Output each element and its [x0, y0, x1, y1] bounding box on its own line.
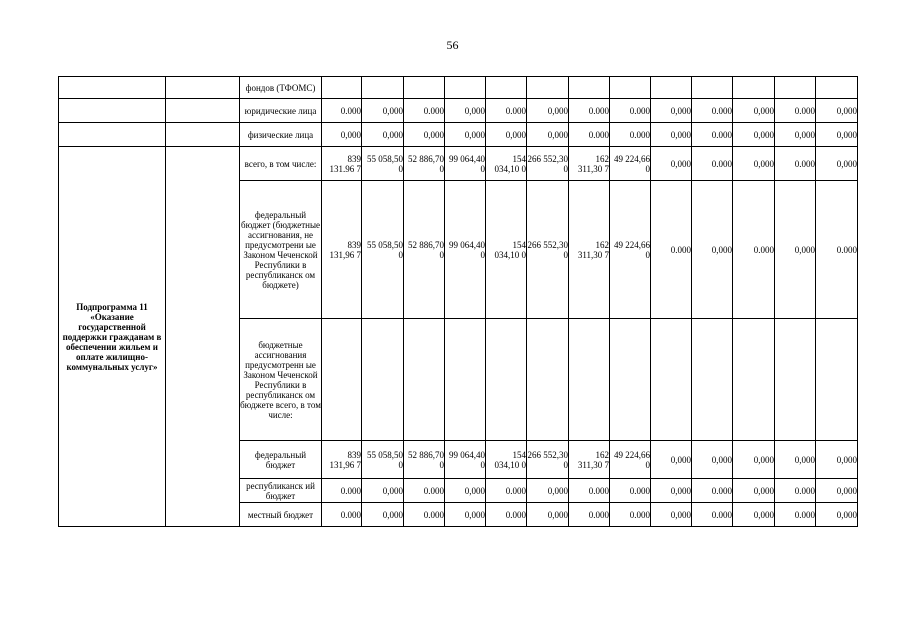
row-label: республиканск ий бюджет — [240, 479, 322, 503]
value-cell: 0,000 — [775, 123, 816, 147]
value-cell — [445, 77, 486, 99]
value-cell: 839 131,96 7 — [322, 181, 362, 319]
value-cell: 0,000 — [362, 503, 404, 527]
value-cell: 49 224,66 0 — [610, 441, 651, 479]
row-label: юридические лица — [240, 99, 322, 123]
value-cell: 0.000 — [404, 479, 445, 503]
value-cell: 99 064,40 0 — [445, 147, 486, 181]
value-cell: 0.000 — [569, 479, 610, 503]
value-cell: 0.000 — [692, 503, 733, 527]
value-cell: 0,000 — [322, 123, 362, 147]
value-cell: 266 552,30 0 — [527, 181, 569, 319]
value-cell — [404, 319, 445, 441]
value-cell: 0.000 — [733, 181, 775, 319]
value-cell: 0.000 — [569, 503, 610, 527]
value-cell — [362, 319, 404, 441]
value-cell — [651, 77, 692, 99]
value-cell: 0,000 — [651, 123, 692, 147]
value-cell: 0,000 — [445, 479, 486, 503]
value-cell: 0,000 — [527, 99, 569, 123]
value-cell — [527, 77, 569, 99]
empty-cell — [166, 99, 240, 123]
value-cell: 99 064,40 0 — [445, 441, 486, 479]
value-cell: 0.000 — [322, 503, 362, 527]
value-cell: 0,000 — [362, 123, 404, 147]
table-row — [59, 123, 858, 147]
row-label: федеральный бюджет — [240, 441, 322, 479]
row-label: физические лица — [240, 123, 322, 147]
empty-cell — [166, 77, 240, 99]
value-cell: 0,000 — [692, 441, 733, 479]
value-cell: 0.000 — [610, 503, 651, 527]
value-cell — [733, 319, 775, 441]
value-cell — [610, 77, 651, 99]
value-cell: 0,000 — [486, 123, 527, 147]
row-label: бюджетные ассигнования предусмотренн ые Законом Чеченской Республики в республиканск ом бюджете всего, в том числе: — [240, 319, 322, 441]
value-cell: 0,000 — [816, 99, 858, 123]
value-cell: 0,000 — [733, 441, 775, 479]
value-cell — [733, 77, 775, 99]
value-cell — [486, 319, 527, 441]
value-cell: 0,000 — [733, 123, 775, 147]
value-cell: 0.000 — [692, 123, 733, 147]
value-cell — [362, 77, 404, 99]
value-cell: 0,000 — [651, 503, 692, 527]
value-cell: 0.000 — [610, 99, 651, 123]
value-cell: 154 034,10 0 — [486, 441, 527, 479]
value-cell: 0.000 — [775, 99, 816, 123]
value-cell: 52 886,70 0 — [404, 441, 445, 479]
value-cell: 0,000 — [651, 479, 692, 503]
value-cell: 49 224,66 0 — [610, 181, 651, 319]
table-row — [59, 99, 858, 123]
value-cell: 0,000 — [651, 99, 692, 123]
subprogram-title: Подпрограмма 11 «Оказание государственной поддержки гражданам в обеспечении жильем и оплате жилищно-коммунальных услуг» — [59, 147, 166, 527]
value-cell: 0.000 — [404, 503, 445, 527]
value-cell: 55 058,50 0 — [362, 147, 404, 181]
value-cell: 0,000 — [816, 441, 858, 479]
value-cell: 0,000 — [445, 503, 486, 527]
value-cell — [486, 77, 527, 99]
value-cell: 0.000 — [651, 181, 692, 319]
value-cell: 266 552,30 0 — [527, 147, 569, 181]
row-label: всего, в том числе: — [240, 147, 322, 181]
value-cell: 0,000 — [527, 479, 569, 503]
value-cell — [651, 319, 692, 441]
value-cell: 0,000 — [651, 441, 692, 479]
value-cell: 0.000 — [816, 181, 858, 319]
value-cell: 55 058,50 0 — [362, 441, 404, 479]
empty-cell — [166, 123, 240, 147]
value-cell — [692, 77, 733, 99]
value-cell — [404, 77, 445, 99]
value-cell — [775, 77, 816, 99]
value-cell: 0.000 — [775, 503, 816, 527]
page-number: 56 — [446, 38, 459, 52]
value-cell — [569, 319, 610, 441]
value-cell: 0.000 — [692, 479, 733, 503]
value-cell: 0,000 — [775, 441, 816, 479]
value-cell: 0.000 — [486, 503, 527, 527]
value-cell: 0,000 — [445, 99, 486, 123]
value-cell: 0,000 — [733, 503, 775, 527]
value-cell: 0.000 — [322, 99, 362, 123]
budget-table — [58, 76, 858, 527]
value-cell: 0,000 — [816, 123, 858, 147]
value-cell: 52 886,70 0 — [404, 147, 445, 181]
value-cell: 0,000 — [816, 147, 858, 181]
value-cell: 0,000 — [651, 147, 692, 181]
empty-cell — [59, 99, 166, 123]
value-cell: 0,000 — [445, 123, 486, 147]
value-cell: 0,000 — [733, 147, 775, 181]
value-cell: 0.000 — [569, 99, 610, 123]
value-cell: 162 311,30 7 — [569, 181, 610, 319]
value-cell: 0.000 — [404, 99, 445, 123]
value-cell: 0.000 — [692, 147, 733, 181]
value-cell: 154 034,10 0 — [486, 181, 527, 319]
value-cell: 0.000 — [610, 123, 651, 147]
table-row — [59, 147, 858, 181]
value-cell: 0,000 — [816, 479, 858, 503]
empty-cell — [166, 147, 240, 527]
value-cell: 0.000 — [569, 123, 610, 147]
value-cell: 266 552,30 0 — [527, 441, 569, 479]
empty-cell — [59, 123, 166, 147]
value-cell: 0,000 — [775, 181, 816, 319]
empty-cell — [59, 77, 166, 99]
value-cell — [816, 77, 858, 99]
value-cell — [692, 319, 733, 441]
value-cell: 0.000 — [486, 479, 527, 503]
value-cell: 52 886,70 0 — [404, 181, 445, 319]
value-cell — [816, 319, 858, 441]
value-cell: 0.000 — [610, 479, 651, 503]
value-cell — [775, 319, 816, 441]
value-cell: 0,000 — [404, 123, 445, 147]
value-cell — [527, 319, 569, 441]
value-cell: 0,000 — [733, 99, 775, 123]
value-cell: 839 131,96 7 — [322, 441, 362, 479]
value-cell: 49 224,66 0 — [610, 147, 651, 181]
value-cell: 0,000 — [527, 503, 569, 527]
value-cell: 0.000 — [775, 479, 816, 503]
row-label: федеральный бюджет (бюджетные ассигнования, не предусмотрени ые Законом Чеченской Республики в республиканск ом бюджете) — [240, 181, 322, 319]
value-cell: 0.000 — [692, 99, 733, 123]
row-label: фондов (ТФОМС) — [240, 77, 322, 99]
value-cell: 0.000 — [775, 147, 816, 181]
value-cell: 0,000 — [816, 503, 858, 527]
value-cell: 0.000 — [486, 99, 527, 123]
value-cell: 55 058,50 0 — [362, 181, 404, 319]
value-cell: 0,000 — [733, 479, 775, 503]
row-label: местный бюджет — [240, 503, 322, 527]
value-cell: 162 311,30 7 — [569, 441, 610, 479]
value-cell: 99 064,40 0 — [445, 181, 486, 319]
value-cell — [610, 319, 651, 441]
table-row — [59, 77, 858, 99]
value-cell — [445, 319, 486, 441]
value-cell: 0,000 — [362, 99, 404, 123]
value-cell — [569, 77, 610, 99]
value-cell: 839 131.96 7 — [322, 147, 362, 181]
value-cell: 0,000 — [692, 181, 733, 319]
value-cell: 0,000 — [362, 479, 404, 503]
value-cell: 154 034,10 0 — [486, 147, 527, 181]
value-cell — [322, 319, 362, 441]
value-cell: 162 311,30 7 — [569, 147, 610, 181]
value-cell: 0,000 — [527, 123, 569, 147]
value-cell: 0.000 — [322, 479, 362, 503]
value-cell — [322, 77, 362, 99]
